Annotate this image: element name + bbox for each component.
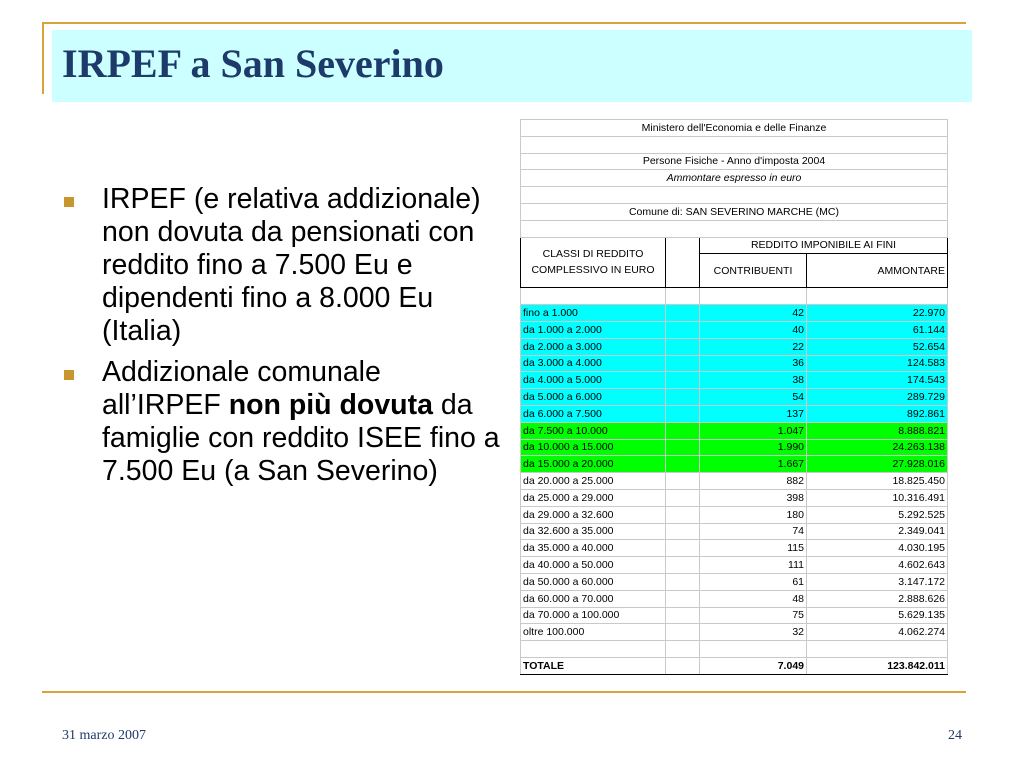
amount-cell: 8.888.821: [807, 422, 948, 439]
column-header-contributors: CONTRIBUENTI: [700, 254, 807, 288]
spacer-cell: [666, 473, 700, 490]
title-banner: [52, 30, 972, 102]
amount-cell: 52.654: [807, 338, 948, 355]
income-class-cell: da 32.600 a 35.000: [521, 523, 666, 540]
total-contributors: 7.049: [700, 657, 807, 674]
table-row: [521, 506, 948, 523]
contributors-cell: 61: [700, 573, 807, 590]
income-class-cell: da 50.000 a 60.000: [521, 573, 666, 590]
amount-cell: 5.292.525: [807, 506, 948, 523]
spacer-cell: [666, 590, 700, 607]
table-row: [521, 607, 948, 624]
spacer-cell: [666, 573, 700, 590]
column-header-amount: AMMONTARE: [807, 254, 948, 288]
income-class-cell: da 15.000 a 20.000: [521, 456, 666, 473]
amount-cell: 2.349.041: [807, 523, 948, 540]
column-header-class: CLASSI DI REDDITO COMPLESSIVO IN EURO: [521, 237, 666, 288]
amount-cell: 3.147.172: [807, 573, 948, 590]
spacer-cell: [666, 557, 700, 574]
income-table: [520, 119, 948, 675]
table-row: [521, 321, 948, 338]
income-class-cell: da 2.000 a 3.000: [521, 338, 666, 355]
subject-heading: Persone Fisiche - Anno d'imposta 2004: [521, 153, 948, 170]
contributors-cell: 137: [700, 405, 807, 422]
amount-cell: 4.062.274: [807, 624, 948, 641]
contributors-cell: 48: [700, 590, 807, 607]
amount-cell: 22.970: [807, 305, 948, 322]
contributors-cell: 75: [700, 607, 807, 624]
footer-date: 31 marzo 2007: [62, 728, 146, 743]
spacer-cell: [666, 624, 700, 641]
table-row: [521, 372, 948, 389]
bullet-bold-text: non più dovuta: [228, 389, 433, 421]
income-class-cell: da 29.000 a 32.600: [521, 506, 666, 523]
left-rule: [42, 22, 44, 94]
table-row: [521, 305, 948, 322]
contributors-cell: 22: [700, 338, 807, 355]
total-row: [521, 657, 948, 674]
amount-cell: 61.144: [807, 321, 948, 338]
table-row: [521, 355, 948, 372]
income-class-cell: da 25.000 a 29.000: [521, 489, 666, 506]
top-rule: [42, 22, 966, 24]
spacer-cell: [666, 506, 700, 523]
table-row: [521, 422, 948, 439]
contributors-cell: 1.990: [700, 439, 807, 456]
amount-cell: 2.888.626: [807, 590, 948, 607]
income-table-container: [520, 119, 947, 675]
income-class-cell: da 40.000 a 50.000: [521, 557, 666, 574]
spacer-cell: [666, 456, 700, 473]
bullet-text: IRPEF (e relativa addizionale) non dovuta da pensionati con reddito fino a 7.500 Eu e dipendenti fino a 8.000 Eu (Italia): [102, 183, 481, 347]
ministry-heading: Ministero dell'Economia e delle Finanze: [521, 120, 948, 137]
table-row: [521, 389, 948, 406]
spacer-cell: [666, 489, 700, 506]
page-number: 24: [948, 728, 962, 743]
amount-cell: 5.629.135: [807, 607, 948, 624]
table-row: [521, 523, 948, 540]
table-row: [521, 439, 948, 456]
income-class-cell: da 35.000 a 40.000: [521, 540, 666, 557]
income-class-cell: oltre 100.000: [521, 624, 666, 641]
amount-cell: 18.825.450: [807, 473, 948, 490]
footer-rule: [42, 691, 966, 693]
table-row: [521, 590, 948, 607]
amount-cell: 4.030.195: [807, 540, 948, 557]
spacer-cell: [666, 355, 700, 372]
amount-cell: 24.263.138: [807, 439, 948, 456]
spacer-cell: [666, 405, 700, 422]
amount-cell: 174.543: [807, 372, 948, 389]
contributors-cell: 74: [700, 523, 807, 540]
income-class-cell: da 70.000 a 100.000: [521, 607, 666, 624]
table-row: [521, 405, 948, 422]
bullet-item-2: [60, 356, 500, 488]
contributors-cell: 111: [700, 557, 807, 574]
spacer-cell: [666, 607, 700, 624]
contributors-cell: 1.047: [700, 422, 807, 439]
contributors-cell: 882: [700, 473, 807, 490]
contributors-cell: 40: [700, 321, 807, 338]
contributors-cell: 115: [700, 540, 807, 557]
table-row: [521, 456, 948, 473]
table-row: [521, 573, 948, 590]
contributors-cell: 32: [700, 624, 807, 641]
amount-cell: 10.316.491: [807, 489, 948, 506]
spacer-cell: [666, 540, 700, 557]
amount-note: Ammontare espresso in euro: [521, 170, 948, 187]
amount-cell: 27.928.016: [807, 456, 948, 473]
contributors-cell: 54: [700, 389, 807, 406]
comune-heading: Comune di: SAN SEVERINO MARCHE (MC): [521, 203, 948, 220]
bullet-text-tail: da famiglie con reddito ISEE fino a 7.500 Eu (a San Severino): [102, 389, 500, 487]
contributors-cell: 1.667: [700, 456, 807, 473]
contributors-cell: 180: [700, 506, 807, 523]
income-class-cell: fino a 1.000: [521, 305, 666, 322]
spacer-cell: [666, 422, 700, 439]
contributors-cell: 38: [700, 372, 807, 389]
table-row: [521, 557, 948, 574]
square-bullet-icon: [64, 370, 74, 380]
income-class-cell: da 7.500 a 10.000: [521, 422, 666, 439]
income-class-cell: da 1.000 a 2.000: [521, 321, 666, 338]
bullet-item-1: [60, 183, 500, 348]
income-class-cell: da 60.000 a 70.000: [521, 590, 666, 607]
income-class-cell: da 4.000 a 5.000: [521, 372, 666, 389]
bullet-text: Addizionale comunale all’IRPEF: [102, 356, 381, 421]
income-class-cell: da 6.000 a 7.500: [521, 405, 666, 422]
total-label: TOTALE: [521, 657, 666, 674]
income-class-cell: da 20.000 a 25.000: [521, 473, 666, 490]
spacer-cell: [666, 523, 700, 540]
contributors-cell: 42: [700, 305, 807, 322]
slide-title: IRPEF a San Severino: [62, 41, 444, 86]
contributors-cell: 398: [700, 489, 807, 506]
contributors-cell: 36: [700, 355, 807, 372]
table-row: [521, 489, 948, 506]
income-class-cell: da 5.000 a 6.000: [521, 389, 666, 406]
table-row: [521, 473, 948, 490]
amount-cell: 892.861: [807, 405, 948, 422]
spacer-cell: [666, 321, 700, 338]
table-row: [521, 338, 948, 355]
total-amount: 123.842.011: [807, 657, 948, 674]
spacer-cell: [666, 372, 700, 389]
spacer-cell: [666, 389, 700, 406]
income-class-cell: da 3.000 a 4.000: [521, 355, 666, 372]
spacer-cell: [666, 305, 700, 322]
amount-cell: 124.583: [807, 355, 948, 372]
bullet-list: [60, 183, 500, 496]
spacer-cell: [666, 338, 700, 355]
income-class-cell: da 10.000 a 15.000: [521, 439, 666, 456]
amount-cell: 4.602.643: [807, 557, 948, 574]
column-header-group: REDDITO IMPONIBILE AI FINI: [700, 237, 948, 254]
square-bullet-icon: [64, 197, 74, 207]
spacer-cell: [666, 439, 700, 456]
table-row: [521, 624, 948, 641]
table-row: [521, 540, 948, 557]
amount-cell: 289.729: [807, 389, 948, 406]
